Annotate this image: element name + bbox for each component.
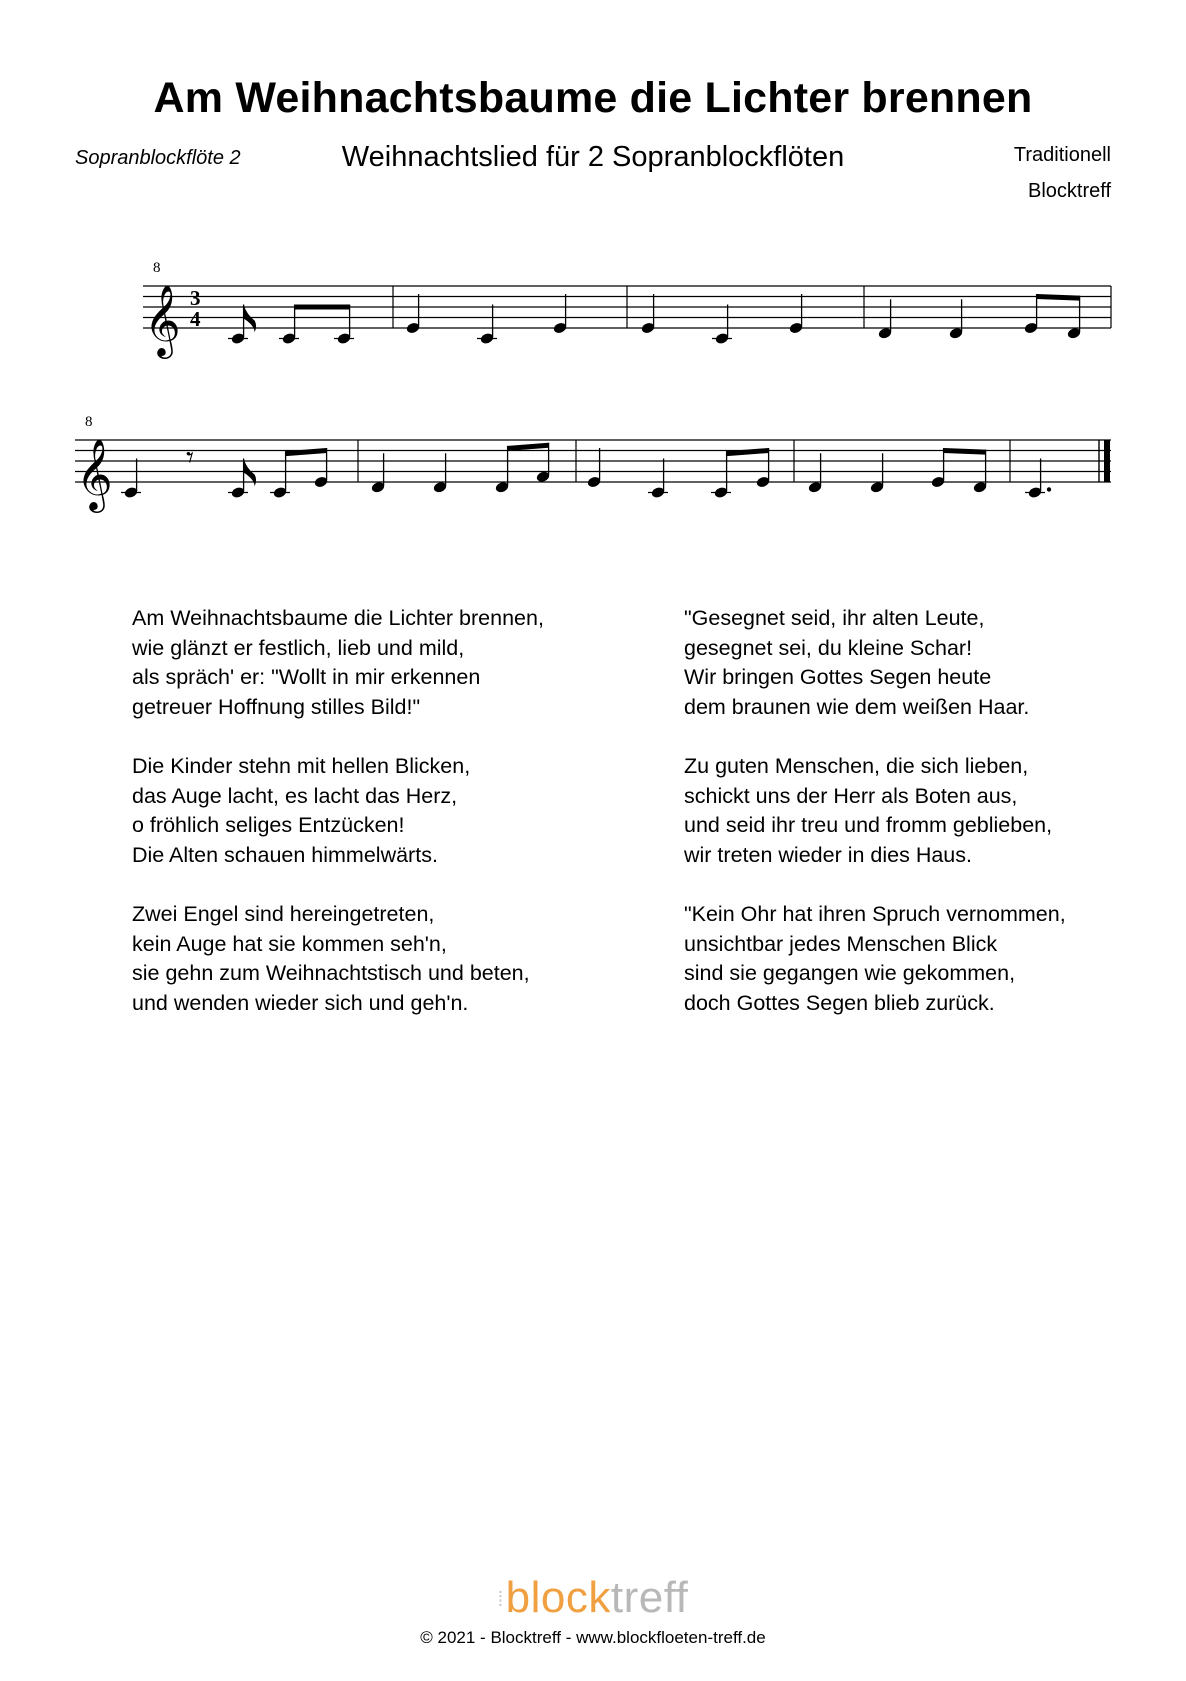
note xyxy=(711,451,731,499)
note xyxy=(789,294,804,334)
note xyxy=(931,448,946,488)
lyrics-line: Zu guten Menschen, die sich lieben, xyxy=(684,754,1029,778)
lyrics-line: "Kein Ohr hat ihren Spruch vernommen, xyxy=(684,902,1066,926)
lyrics-stanza xyxy=(684,604,1164,722)
note xyxy=(314,448,329,488)
lyrics-line: Die Alten schauen himmelwärts. xyxy=(132,842,438,867)
lyrics-line: Die Kinder stehn mit hellen Blicken, xyxy=(132,754,471,778)
lyrics-stanza xyxy=(132,604,652,722)
lyrics-column-right xyxy=(684,604,1164,1048)
lyrics-line: sind sie gegangen wie gekommen, xyxy=(684,961,1016,985)
time-signature-top: 3 xyxy=(190,286,201,310)
note xyxy=(495,446,510,494)
note-beam xyxy=(508,445,549,448)
arranger-label: Blocktreff xyxy=(1028,180,1111,202)
lyrics-line: wir treten wieder in dies Haus. xyxy=(684,842,972,867)
lyrics-line: Zwei Engel sind hereingetreten, xyxy=(132,902,435,926)
note xyxy=(641,294,656,334)
music-score xyxy=(0,0,1186,540)
note xyxy=(949,299,964,339)
note xyxy=(587,448,602,488)
logo-text-block: block xyxy=(505,1573,611,1622)
lyrics-line: Am Weihnachtsbaume die Lichter brennen, xyxy=(132,606,544,630)
final-barline xyxy=(1104,440,1110,482)
lyrics-stanza xyxy=(132,900,652,1018)
clef-octave-mark: 8 xyxy=(153,260,161,276)
lyrics-line: unsichtbar jedes Menschen Blick xyxy=(684,931,998,956)
lyrics-line: und wenden wieder sich und geh'n. xyxy=(132,990,469,1015)
lyrics-line: sie gehn zum Weihnachtstisch und beten, xyxy=(132,961,530,985)
eighth-rest-icon: 𝄾 xyxy=(186,440,194,476)
lyrics-line: das Auge lacht, es lacht das Herz, xyxy=(132,783,458,808)
lyrics-line: kein Auge hat sie kommen seh'n, xyxy=(132,931,447,956)
lyrics-stanza xyxy=(684,752,1164,870)
page-title: Am Weihnachtsbaume die Lichter brennen xyxy=(153,74,1033,122)
note xyxy=(536,443,551,483)
note xyxy=(1025,459,1051,499)
lyrics-line: o fröhlich seliges Entzücken! xyxy=(132,813,405,837)
note xyxy=(371,453,386,493)
lyrics-stanza xyxy=(684,900,1164,1018)
logo-dots-icon: ⁞ xyxy=(497,1588,504,1611)
logo-text-treff: treff xyxy=(610,1573,689,1622)
instrument-label: Sopranblockflöte 2 xyxy=(75,147,241,169)
note xyxy=(406,294,421,334)
lyrics-line: wie glänzt er festlich, lieb und mild, xyxy=(132,635,465,660)
augmentation-dot xyxy=(1047,487,1051,491)
note xyxy=(648,459,668,499)
note xyxy=(334,305,354,345)
blocktreff-logo xyxy=(0,1573,1186,1623)
time-signature-bottom: 4 xyxy=(190,307,201,331)
note xyxy=(228,459,256,499)
lyrics-line: und seid ihr treu und fromm geblieben, xyxy=(684,813,1053,837)
note xyxy=(1024,294,1039,334)
note xyxy=(477,305,497,345)
lyrics-line: Wir bringen Gottes Segen heute xyxy=(684,665,992,689)
note xyxy=(228,305,256,345)
lyrics-line: schickt uns der Herr als Boten aus, xyxy=(684,783,1018,808)
note xyxy=(878,299,893,339)
note xyxy=(756,448,771,488)
note xyxy=(870,453,885,493)
note-beam xyxy=(286,451,327,454)
note xyxy=(270,451,290,499)
note-beam xyxy=(1037,297,1080,299)
note-beam xyxy=(944,451,986,453)
lyrics-column-left xyxy=(132,604,652,1048)
lyrics-line: "Gesegnet seid, ihr alten Leute, xyxy=(684,606,985,630)
lyrics-line: als spräch' er: "Wollt in mir erkennen xyxy=(132,665,481,689)
lyrics-stanza xyxy=(132,752,652,870)
note xyxy=(121,459,141,499)
lyrics-line: getreuer Hoffnung stilles Bild!" xyxy=(132,694,421,719)
note xyxy=(553,294,568,334)
composer-label: Traditionell xyxy=(1013,144,1111,166)
note xyxy=(433,453,448,493)
lyrics-line: dem braunen wie dem weißen Haar. xyxy=(684,694,1030,719)
lyrics-line: doch Gottes Segen blieb zurück. xyxy=(684,990,995,1015)
copyright-footer: © 2021 - Blocktreff - www.blockfloeten-treff.de xyxy=(420,1628,766,1647)
clef-octave-mark: 8 xyxy=(85,414,93,430)
note xyxy=(712,305,732,345)
page-subtitle: Weihnachtslied für 2 Sopranblockflöten xyxy=(341,141,845,173)
note-beam xyxy=(727,451,769,454)
note xyxy=(279,305,299,345)
treble-clef-icon: 𝄞 xyxy=(76,437,113,510)
treble-clef-icon: 𝄞 xyxy=(144,283,181,356)
lyrics-line: gesegnet sei, du kleine Schar! xyxy=(684,635,973,660)
note xyxy=(808,453,823,493)
